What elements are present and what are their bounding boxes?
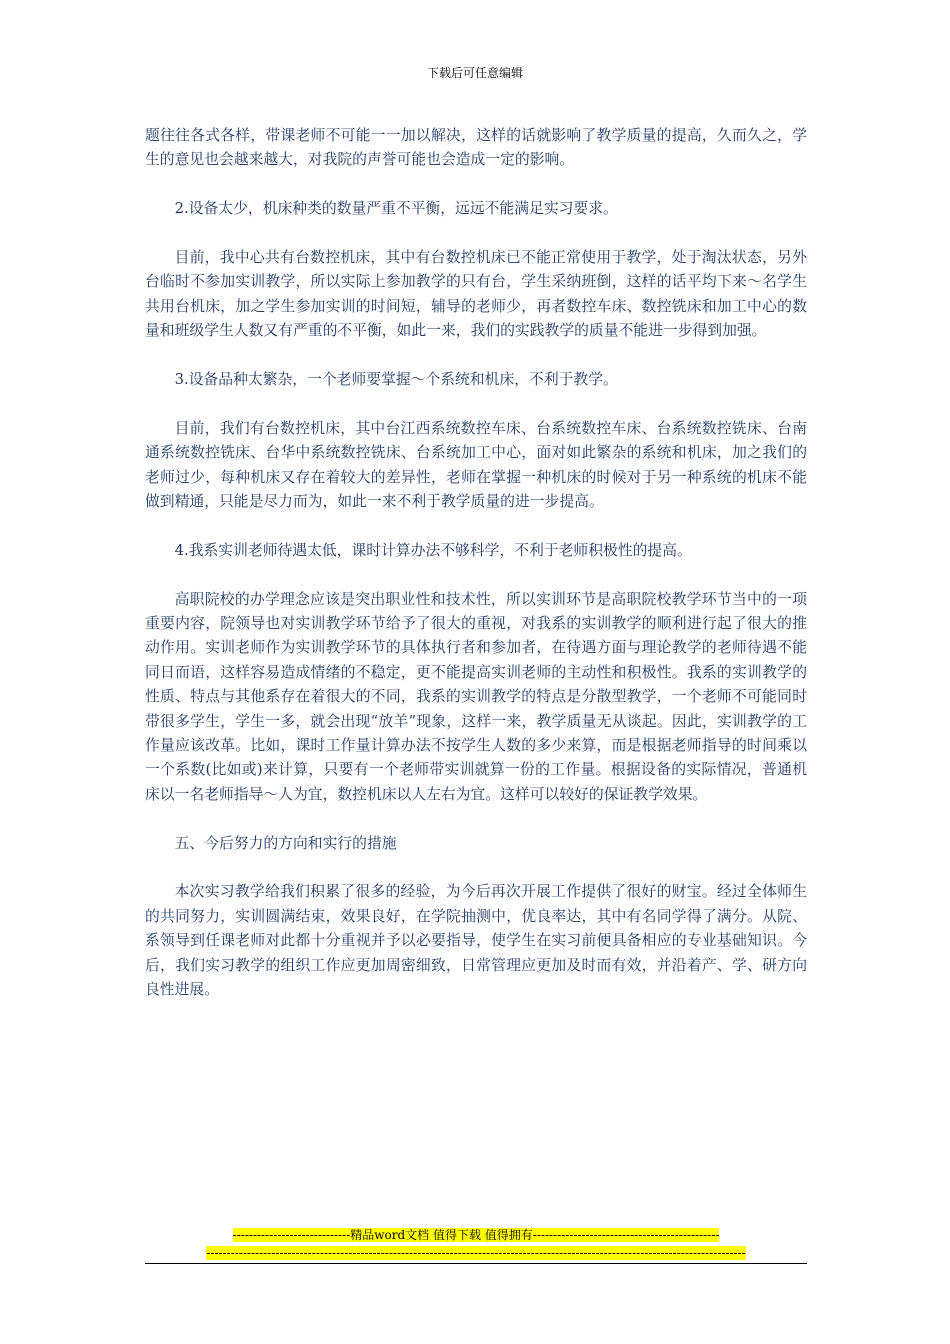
footer-banner-text: -----------------------------精品word文档 值得下载 值得拥有---------------------------------------------- [232,1228,720,1242]
heading-item-4: 4.我系实训老师待遇太低，课时计算办法不够科学，不利于老师积极性的提高。 [174,541,692,559]
paragraph-summary: 本次实习教学给我们积累了很多的经验，为今后再次开展工作提供了很好的财宝。经过全体师生的共同努力，实训圆满结束，效果良好，在学院抽测中，优良率达，其中有名同学得了满分。从院、系领导到任课老师对此都十分重视并予以必要指导，使学生在实习前便具备相应的专业基础知识。今后，我们实习教学的组织工作应更加周密细致，日常管理应更加及时而有效，并沿着产、学、研方向良性进展。 [145,883,807,999]
paragraph-continuation: 题往往各式各样，带课老师不可能一一加以解决，这样的话就影响了教学质量的提高，久而久之，学生的意见也会越来越大，对我院的声誉可能也会造成一定的影响。 [145,127,807,169]
heading-item-3: 3.设备品种太繁杂，一个老师要掌握～个系统和机床，不利于教学。 [174,371,618,389]
paragraph-equipment-count: 目前，我中心共有台数控机床，其中有台数控机床已不能正常使用于教学，处于淘汰状态，另外台临时不参加实训教学，所以实际上参加教学的只有台，学生采纳班倒，这样的话平均下来～名学生共用台机床，加之学生参加实训的时间短，辅导的老师少，再者数控车床、数控铣床和加工中心的数量和班级学生人数又有严重的不平衡，如此一来，我们的实践教学的质量不能进一步得到加强。 [145,249,807,340]
paragraph-teacher-compensation: 高职院校的办学理念应该是突出职业性和技术性，所以实训环节是高职院校教学环节当中的一项重要内容，院领导也对实训教学环节给予了很大的重视，对我系的实训教学的顺利进行起了很大的推动作用。实训老师作为实训教学环节的具体执行者和参加者，在待遇方面与理论教学的老师待遇不能同日而语，这样容易造成情绪的不稳定，更不能提高实训老师的主动性和积极性。我系的实训教学的性质、特点与其他系存在着很大的不同，我系的实训教学的特点是分散型教学，一个老师不可能同时带很多学生，学生一多，就会出现“放羊”现象，这样一来，教学质量无从谈起。因此，实训教学的工作量应该改革。比如，课时工作量计算办法不按学生人数的多少来算，而是根据老师指导的时间乘以一个系数(比如或)来计算，只要有一个老师带实训就算一份的工作量。根据设备的实际情况，普通机床以一名老师指导～人为宜，数控机床以人左右为宜。这样可以较好的保证教学效果。 [145,590,807,803]
footer-banner [145,1226,807,1244]
footer-dash-text: ------------------------------------------------------------------------------------------------------------------------------------- [206,1246,746,1260]
section-heading-five: 五、今后努力的方向和实行的措施 [174,834,397,852]
heading-item-2: 2.设备太少，机床种类的数量严重不平衡，远远不能满足实习要求。 [174,200,618,218]
paragraph-equipment-variety: 目前，我们有台数控机床，其中台江西系统数控车床、台系统数控车床、台系统数控铣床、台南通系统数控铣床、台华中系统数控铣床、台系统加工中心，面对如此繁杂的系统和机床，加之我们的老师过少，每种机床又存在着较大的差异性，老师在掌握一种机床的时候对于另一种系统的机床不能做到精通，只能是尽力而为，如此一来不利于教学质量的进一步提高。 [145,419,807,511]
footer-dash-line [145,1244,807,1262]
document-body [145,124,807,1027]
page-footer [145,1226,807,1264]
footer-rule [145,1263,807,1264]
page-header: 下载后可任意编辑 [426,66,523,80]
